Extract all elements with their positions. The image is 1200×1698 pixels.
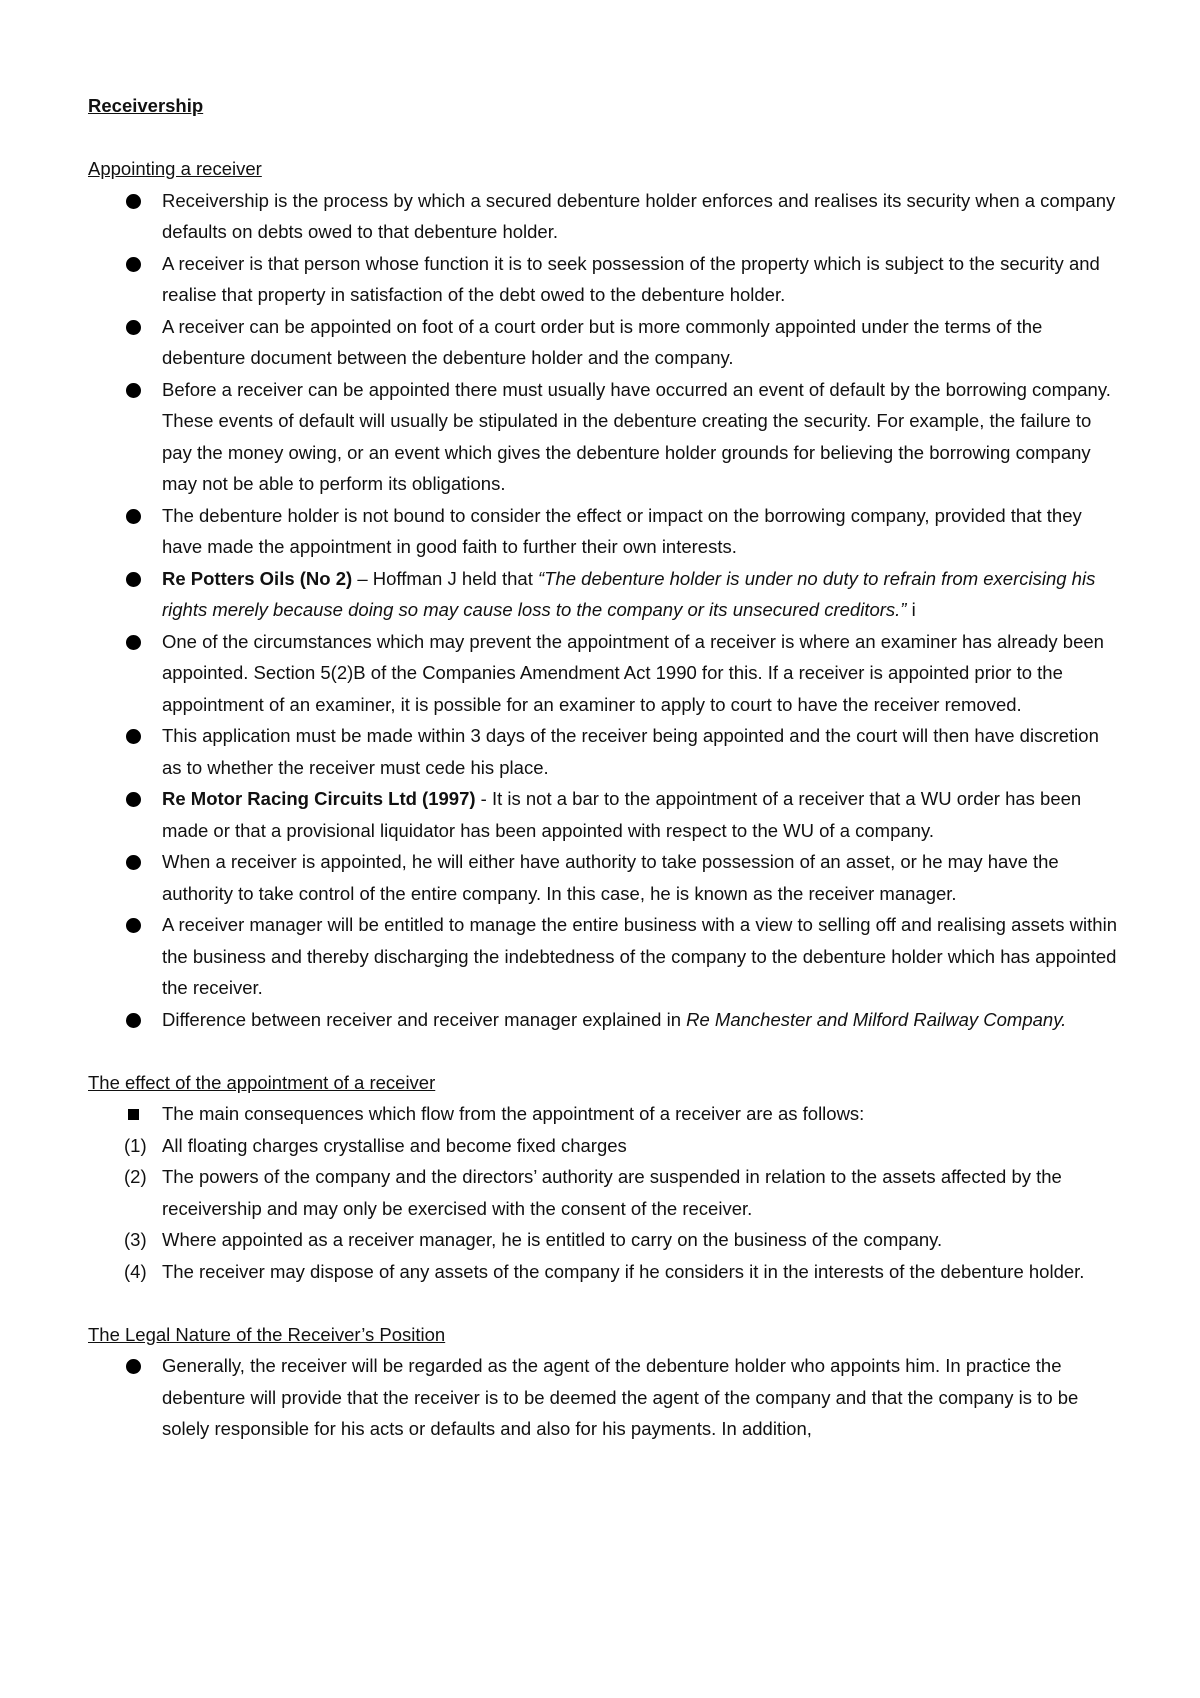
list-item: (1) All floating charges crystallise and become fixed charges bbox=[88, 1130, 1118, 1162]
document-title: Receivership bbox=[88, 95, 204, 116]
bullet-icon bbox=[126, 635, 141, 650]
list-item: (2) The powers of the company and the directors’ authority are suspended in relation to the assets affected by the receivership and may only be exercised with the consent of the receiver. bbox=[88, 1161, 1118, 1224]
bullet-icon bbox=[126, 918, 141, 933]
list-item: Generally, the receiver will be regarded as the agent of the debenture holder who appoints him. In practice the debenture will provide that the receiver is to be deemed the agent of the company and that the company is to be solely responsible for his acts or defaults and also for his payments. In addition, bbox=[88, 1350, 1118, 1445]
case-quote: “The debenture holder is under no duty to refrain from exercising his rights merely because doing so may cause loss to the company or its unsecured creditors.” bbox=[162, 567, 1096, 620]
bullet-icon bbox=[126, 257, 141, 272]
case-name: Re Potters Oils (No 2) bbox=[162, 567, 353, 589]
bullet-icon bbox=[126, 729, 141, 744]
bullet-icon bbox=[126, 320, 141, 335]
effect-list bbox=[88, 1098, 1118, 1287]
list-item: (3) Where appointed as a receiver manager, he is entitled to carry on the business of the company. bbox=[88, 1224, 1118, 1256]
list-item: One of the circumstances which may prevent the appointment of a receiver is where an examiner has already been appointed. Section 5(2)B of the Companies Amendment Act 1990 for this. If a receiver is appointed prior to the appointment of an examiner, it is possible for an examiner to apply to court to have the receiver removed. bbox=[88, 626, 1118, 721]
appointing-list bbox=[88, 185, 1118, 1036]
item-number: (2) bbox=[124, 1166, 147, 1187]
bullet-icon bbox=[126, 1359, 141, 1374]
section-heading-legal-nature: The Legal Nature of the Receiver’s Position bbox=[88, 1323, 446, 1345]
case-name: Re Motor Racing Circuits Ltd (1997) bbox=[162, 788, 476, 809]
item-number: (1) bbox=[124, 1134, 147, 1156]
list-item: This application must be made within 3 days of the receiver being appointed and the court will then have discretion as to whether the receiver must cede his place. bbox=[88, 720, 1118, 783]
list-item: When a receiver is appointed, he will either have authority to take possession of an asset, or he may have the authority to take control of the entire company. In this case, he is known as the receiver manager. bbox=[88, 846, 1118, 909]
spacer bbox=[88, 1035, 1118, 1067]
list-item: A receiver can be appointed on foot of a court order but is more commonly appointed under the terms of the debenture document between the debenture holder and the company. bbox=[88, 311, 1118, 374]
bullet-icon bbox=[126, 855, 141, 870]
list-item: The debenture holder is not bound to consider the effect or impact on the borrowing company, provided that they have made the appointment in good faith to further their own interests. bbox=[88, 500, 1118, 563]
list-item: (4) The receiver may dispose of any assets of the company if he considers it in the interests of the debenture holder. bbox=[88, 1256, 1118, 1288]
bullet-icon bbox=[126, 572, 141, 587]
square-bullet-icon bbox=[128, 1109, 139, 1120]
list-item: Difference between receiver and receiver manager explained in Re Manchester and Milford Railway Company. bbox=[88, 1004, 1118, 1036]
list-item: The main consequences which flow from the appointment of a receiver are as follows: bbox=[88, 1098, 1118, 1130]
bullet-icon bbox=[126, 509, 141, 524]
list-item: A receiver is that person whose function it is to seek possession of the property which is subject to the security and realise that property in satisfaction of the debt owed to the debenture holder. bbox=[88, 248, 1118, 311]
list-item: Before a receiver can be appointed there must usually have occurred an event of default by the borrowing company. These events of default will usually be stipulated in the debenture creating the security. For example, the failure to pay the money owing, or an event which gives the debenture holder grounds for believing the borrowing company may not be able to perform its obligations. bbox=[88, 374, 1118, 500]
spacer bbox=[88, 1287, 1118, 1319]
bullet-icon bbox=[126, 383, 141, 398]
case-name: Re Manchester and Milford Railway Company. bbox=[686, 1008, 1067, 1030]
item-number: (3) bbox=[124, 1229, 147, 1250]
document-page bbox=[88, 90, 1118, 1445]
list-item: Re Motor Racing Circuits Ltd (1997) - It is not a bar to the appointment of a receiver that a WU order has been made or that a provisional liquidator has been appointed with respect to the WU of a company. bbox=[88, 783, 1118, 846]
section-heading-effect: The effect of the appointment of a receiver bbox=[88, 1071, 436, 1093]
bullet-icon bbox=[126, 792, 141, 807]
list-item: Re Potters Oils (No 2) – Hoffman J held that “The debenture holder is under no duty to refrain from exercising his rights merely because doing so may cause loss to the company or its unsecured creditors.” i bbox=[88, 563, 1118, 626]
list-item: A receiver manager will be entitled to manage the entire business with a view to selling off and realising assets within the business and thereby discharging the indebtedness of the company to the debenture holder which has appointed the receiver. bbox=[88, 909, 1118, 1004]
bullet-icon bbox=[126, 194, 141, 209]
bullet-icon bbox=[126, 1013, 141, 1028]
legal-nature-list bbox=[88, 1350, 1118, 1445]
endnote-ref: i bbox=[906, 599, 916, 620]
section-heading-appointing: Appointing a receiver bbox=[88, 158, 262, 179]
list-item: Receivership is the process by which a secured debenture holder enforces and realises its security when a company defaults on debts owed to that debenture holder. bbox=[88, 185, 1118, 248]
item-number: (4) bbox=[124, 1260, 147, 1282]
